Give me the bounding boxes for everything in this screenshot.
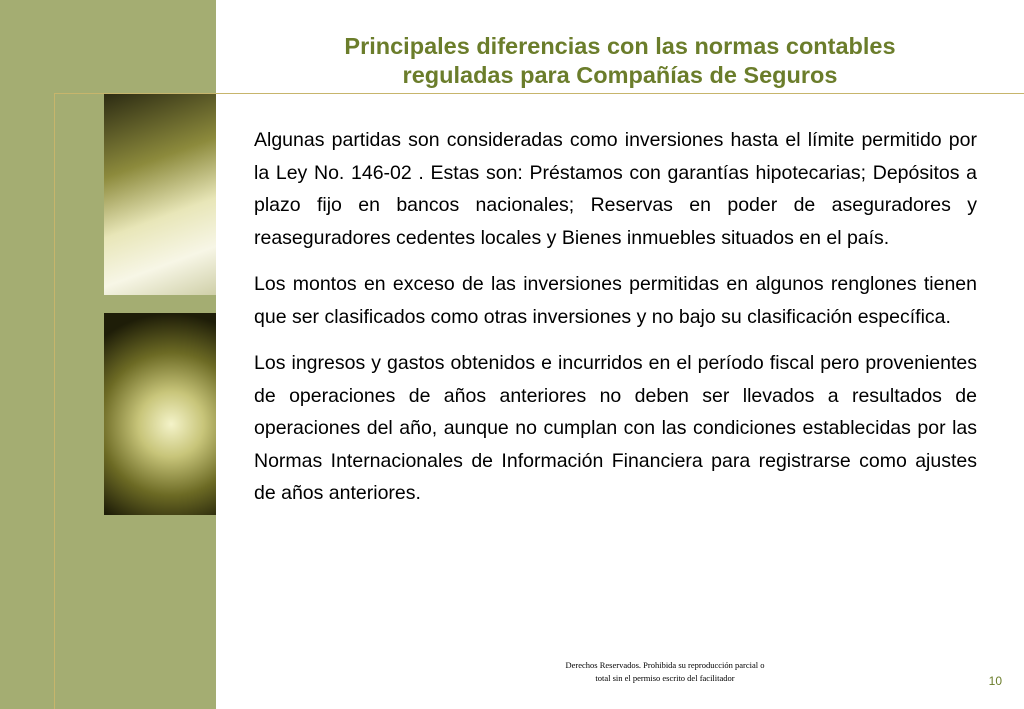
horizontal-rule (54, 93, 1024, 94)
slide-title-line-1: Principales diferencias con las normas contables (344, 33, 896, 59)
footer-copyright (440, 659, 890, 685)
vertical-rule (54, 93, 55, 709)
building-ceiling-photo (104, 93, 216, 295)
body-paragraph-1: Algunas partidas son consideradas como inversiones hasta el límite permitido por la Ley No. 146-02 . Estas son: Préstamos con garantías hipotecarias; Depósitos a plazo fijo en bancos nacionales; Reservas en poder de aseguradores y reaseguradores cedentes locales y Bienes inmuebles situados en el país. (254, 129, 977, 249)
body-paragraph-3: Los ingresos y gastos obtenidos e incurridos en el período fiscal pero provenientes de operaciones de años anteriores no deben ser llevados a resultados de operaciones del año, aunque no cumplan con las condiciones establecidas por las Normas Internacionales de Información Financiera para registrarse como ajustes de años anteriores. (254, 352, 977, 504)
page-number: 10 (988, 674, 1002, 688)
slide-title-line-2: reguladas para Compañías de Seguros (402, 62, 838, 88)
keyboard-keys-photo (104, 313, 216, 515)
body-paragraph-2: Los montos en exceso de las inversiones permitidas en algunos renglones tienen que ser clasificados como otras inversiones y no bajo su clasificación específica. (254, 273, 977, 328)
slide-body (254, 124, 977, 524)
slide-title (216, 32, 1024, 90)
footer-line-1: Derechos Reservados. Prohibida su reproducción parcial o (565, 660, 765, 670)
footer-line-2: total sin el permiso escrito del facilitador (595, 673, 735, 683)
